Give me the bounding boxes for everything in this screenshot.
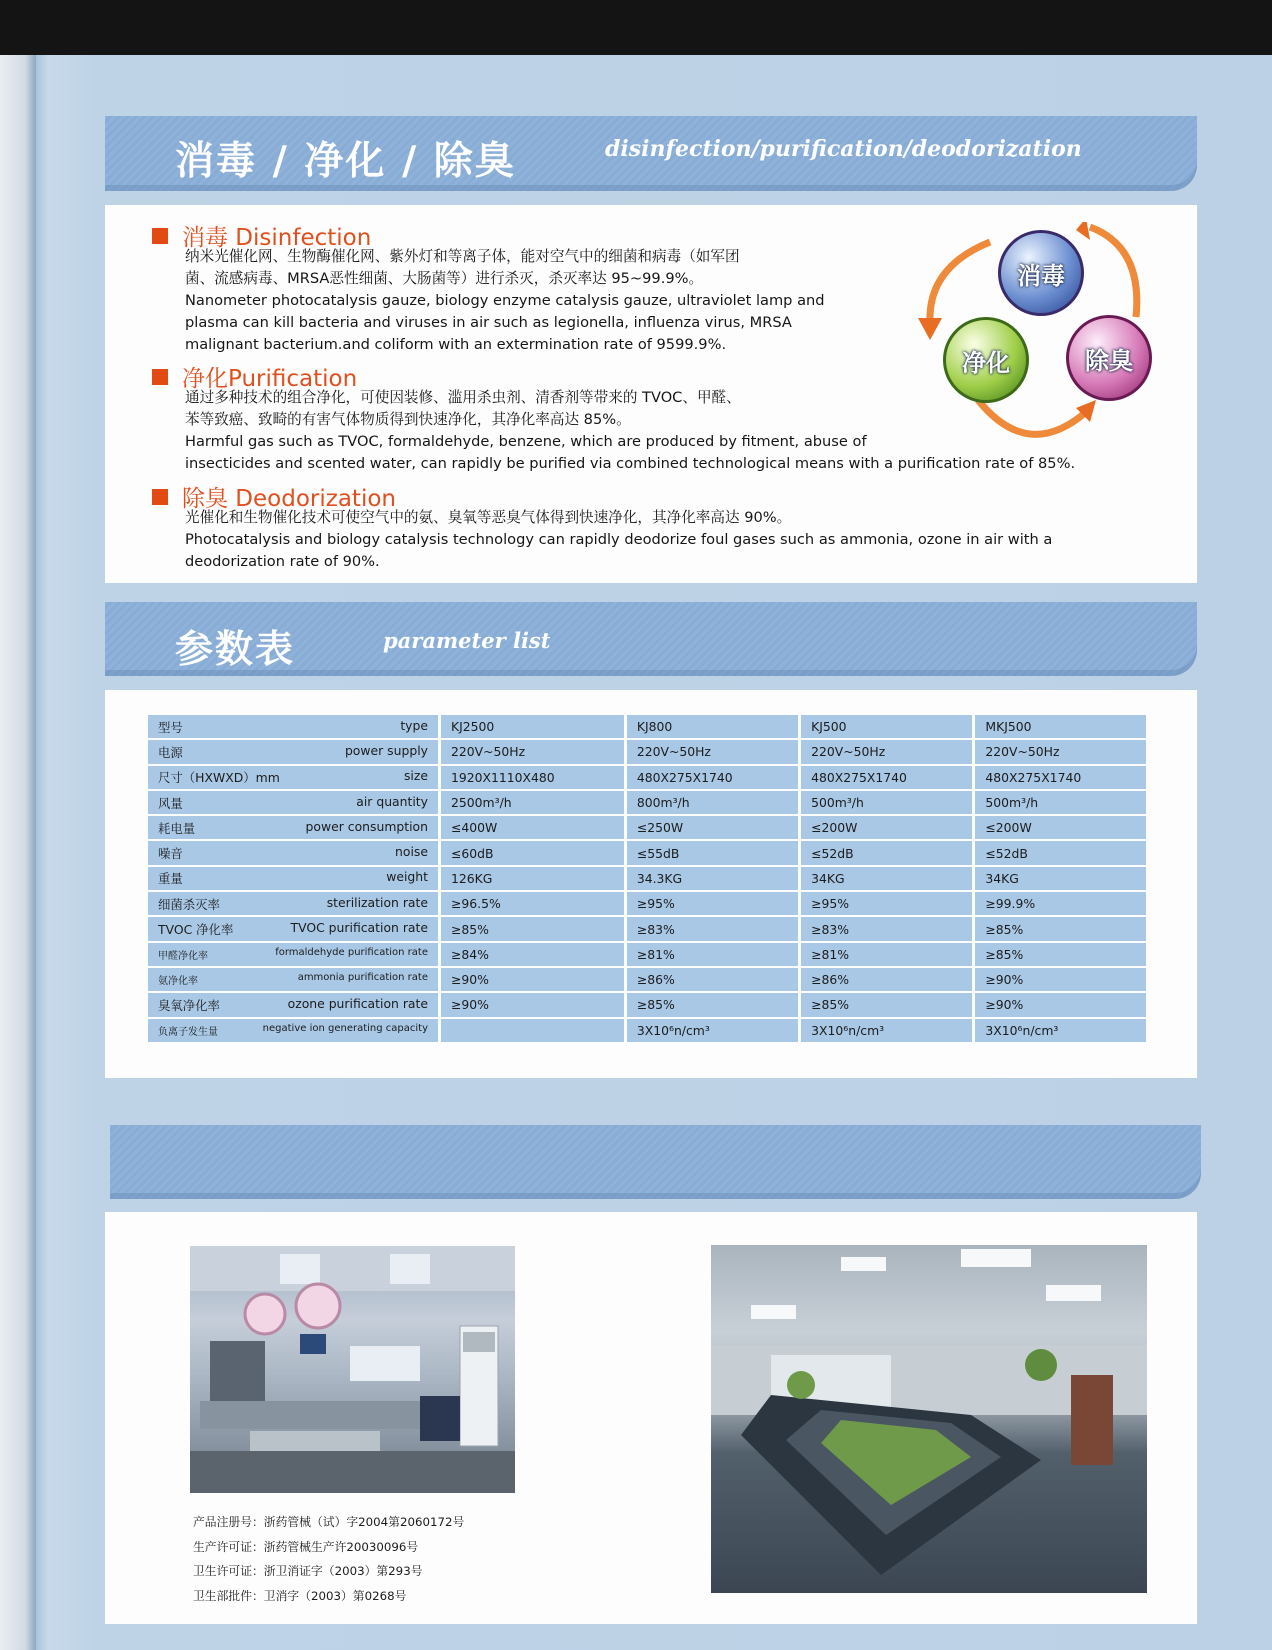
param-value-cell: 220V~50Hz [800, 739, 974, 764]
bullet-square [152, 489, 168, 505]
param-value-cell: 3X10⁶n/cm³ [625, 1018, 799, 1043]
license-line: 生产许可证：浙药管械生产许20030096号 [193, 1539, 419, 1554]
param-label-en: TVOC purification rate [290, 920, 428, 936]
param-label-zh: 型号 [158, 719, 183, 735]
air-purifier-unit [1071, 1375, 1113, 1465]
param-value-cell: ≥81% [800, 942, 974, 967]
param-value-cell: 480X275X1740 [800, 765, 974, 790]
parameter-title-zh: 参数表 [175, 627, 296, 671]
param-value-cell: ≥81% [625, 942, 799, 967]
param-value-cell: KJ2500 [440, 715, 626, 739]
conference-room-photo [711, 1245, 1147, 1593]
surgical-light-icon [296, 1284, 340, 1328]
param-value-cell: ≥85% [974, 942, 1146, 967]
param-value-cell: ≥90% [974, 992, 1146, 1017]
param-value-cell: 500m³/h [974, 790, 1146, 815]
text-line: 纳米光催化网、生物酶催化网、紫外灯和等离子体，能对空气中的细菌和病毒（如军团 [185, 248, 740, 265]
text-line: plasma can kill bacteria and viruses in air such as legionella, influenza virus, MRSA [185, 314, 792, 331]
license-line: 卫生部批件：卫消字（2003）第0268号 [193, 1588, 407, 1603]
param-label-en: size [403, 768, 428, 784]
text-line: deodorization rate of 90%. [185, 553, 380, 570]
param-value-cell: ≥83% [800, 916, 974, 941]
text-line: 光催化和生物催化技术可使空气中的氨、臭氧等恶臭气体得到快速净化，其净化率高达 90%。 [185, 509, 792, 526]
param-label-cell [148, 815, 440, 840]
param-label-zh: TVOC 净化率 [158, 922, 234, 938]
section-heading-purification: 净化Purification [152, 360, 357, 393]
text-line: 菌、流感病毒、MRSA恶性细菌、大肠菌等）进行杀灭，杀灭率达 95~99.9%。 [185, 270, 704, 287]
param-label-zh: 尺寸（HXWXD）mm [158, 770, 280, 786]
param-value-cell: 34.3KG [625, 866, 799, 891]
scan-top-border [0, 0, 1272, 55]
param-value-cell: 480X275X1740 [974, 765, 1146, 790]
param-value-cell: ≥96.5% [440, 891, 626, 916]
table-row [148, 815, 1146, 840]
table-row [148, 891, 1146, 916]
param-value-cell: KJ500 [800, 715, 974, 739]
param-label-en: air quantity [356, 793, 428, 809]
cycle-ball-disinfection: 消毒 [998, 230, 1084, 316]
param-value-cell: KJ800 [625, 715, 799, 739]
text-line: malignant bacterium.and coliform with an extermination rate of 9599.9%. [185, 336, 727, 353]
param-value-cell: ≥85% [974, 916, 1146, 941]
param-value-cell: ≥86% [625, 967, 799, 992]
param-value-cell: ≥90% [440, 967, 626, 992]
param-value-cell: 220V~50Hz [440, 739, 626, 764]
cycle-ball-deodorization: 除臭 [1066, 315, 1152, 401]
license-info [193, 1510, 464, 1608]
param-label-cell [148, 790, 440, 815]
header-title-en: disinfection/purification/deodorization [605, 136, 1082, 162]
param-label-en: ammonia purification rate [297, 972, 428, 984]
table-row [148, 840, 1146, 865]
param-value-cell: ≥95% [800, 891, 974, 916]
param-label-cell [148, 1018, 440, 1043]
table-row [148, 1018, 1146, 1043]
param-value-cell: 500m³/h [800, 790, 974, 815]
param-value-cell: ≤200W [800, 815, 974, 840]
cycle-ball-purification: 净化 [943, 317, 1029, 403]
param-label-zh: 细菌杀灭率 [158, 896, 220, 912]
param-label-cell [148, 992, 440, 1017]
param-value-cell: ≤400W [440, 815, 626, 840]
param-label-en: power supply [344, 742, 428, 758]
bullet-square [152, 228, 168, 244]
deodorization-text [185, 507, 1052, 573]
param-value-cell: 220V~50Hz [625, 739, 799, 764]
disinfection-text [185, 246, 825, 356]
param-value-cell: ≤250W [625, 815, 799, 840]
param-value-cell: 1920X1110X480 [440, 765, 626, 790]
param-label-en: sterilization rate [326, 894, 428, 910]
param-value-cell: 126KG [440, 866, 626, 891]
header-title-zh: 消毒 / 净化 / 除臭 [175, 139, 516, 184]
param-label-zh: 电源 [158, 744, 183, 760]
param-label-zh: 氨净化率 [158, 976, 198, 988]
param-label-cell [148, 840, 440, 865]
text-line: insecticides and scented water, can rapidly be purified via combined technological means with a purification rate of 85%. [185, 455, 1076, 472]
param-value-cell: 480X275X1740 [625, 765, 799, 790]
param-value-cell: 3X10⁶n/cm³ [974, 1018, 1146, 1043]
param-label-en: formaldehyde purification rate [275, 946, 428, 958]
param-value-cell: ≤52dB [974, 840, 1146, 865]
param-value-cell: 2500m³/h [440, 790, 626, 815]
param-value-cell: ≤60dB [440, 840, 626, 865]
table-row [148, 866, 1146, 891]
bullet-square [152, 369, 168, 385]
parameter-header-band [105, 602, 1197, 676]
section-heading-disinfection: 消毒 Disinfection [152, 219, 371, 252]
text-line: Photocatalysis and biology catalysis technology can rapidly deodorize foul gases such as ammonia, ozone in air with a [185, 531, 1053, 548]
param-label-zh: 负离子发生量 [158, 1026, 218, 1038]
license-line: 卫生许可证：浙卫消证字（2003）第293号 [193, 1564, 423, 1578]
table-row [148, 992, 1146, 1017]
param-label-zh: 臭氧净化率 [158, 997, 220, 1013]
param-value-cell: ≥99.9% [974, 891, 1146, 916]
param-label-en: weight [386, 869, 428, 885]
param-value-cell: ≤55dB [625, 840, 799, 865]
table-row [148, 967, 1146, 992]
header-band [105, 116, 1197, 191]
param-label-en: ozone purification rate [287, 995, 428, 1011]
section-heading-deodorization: 除臭 Deodorization [152, 480, 396, 513]
param-label-cell [148, 866, 440, 891]
text-line: 通过多种技术的组合净化，可使因装修、滥用杀虫剂、清香剂等带来的 TVOC、甲醛、 [185, 389, 741, 406]
table-row [148, 916, 1146, 941]
blank-header-band [110, 1125, 1201, 1199]
operating-room-photo [190, 1246, 515, 1493]
param-label-en: negative ion generating capacity [262, 1022, 428, 1034]
param-label-en: type [400, 717, 428, 733]
param-label-cell [148, 916, 440, 941]
param-value-cell: 34KG [974, 866, 1146, 891]
param-value-cell: ≥90% [974, 967, 1146, 992]
license-line: 产品注册号：浙药管械（试）字2004第2060172号 [193, 1515, 465, 1529]
param-label-en: noise [395, 844, 428, 860]
param-value-cell: 3X10⁶n/cm³ [800, 1018, 974, 1043]
page-fold-edge [0, 55, 36, 1650]
param-label-cell [148, 715, 440, 739]
param-value-cell: ≥90% [440, 992, 626, 1017]
param-label-zh: 重量 [158, 871, 183, 887]
param-label-zh: 噪音 [158, 846, 183, 862]
param-label-en: power consumption [305, 818, 428, 834]
param-value-cell: ≥85% [625, 992, 799, 1017]
text-line: 苯等致癌、致畸的有害气体物质得到快速净化，其净化率高达 85%。 [185, 411, 631, 428]
surgical-light-icon [245, 1294, 285, 1334]
param-value-cell: ≤200W [974, 815, 1146, 840]
param-label-zh: 耗电量 [158, 820, 196, 836]
param-value-cell: 220V~50Hz [974, 739, 1146, 764]
table-row [148, 942, 1146, 967]
param-value-cell: MKJ500 [974, 715, 1146, 739]
table-row [148, 715, 1146, 739]
param-value-cell: 34KG [800, 866, 974, 891]
param-label-cell [148, 967, 440, 992]
table-row [148, 765, 1146, 790]
parameter-title-en: parameter list [383, 628, 551, 653]
param-label-zh: 风量 [158, 795, 183, 811]
param-value-cell: ≥85% [440, 916, 626, 941]
table-row [148, 739, 1146, 764]
table-row [148, 790, 1146, 815]
param-label-zh: 甲醛净化率 [158, 950, 208, 962]
param-value-cell: ≥95% [625, 891, 799, 916]
param-value-cell [440, 1018, 626, 1043]
param-value-cell: ≥84% [440, 942, 626, 967]
param-label-cell [148, 891, 440, 916]
param-value-cell: ≥86% [800, 967, 974, 992]
cycle-diagram [918, 222, 1158, 447]
parameter-table [148, 715, 1146, 1044]
param-label-cell [148, 739, 440, 764]
param-value-cell: 800m³/h [625, 790, 799, 815]
param-label-cell [148, 765, 440, 790]
param-value-cell: ≥85% [800, 992, 974, 1017]
text-line: Harmful gas such as TVOC, formaldehyde, benzene, which are produced by fitment, abuse of [185, 433, 867, 450]
param-value-cell: ≥83% [625, 916, 799, 941]
param-label-cell [148, 942, 440, 967]
text-line: Nanometer photocatalysis gauze, biology enzyme catalysis gauze, ultraviolet lamp and [185, 292, 825, 309]
param-value-cell: ≤52dB [800, 840, 974, 865]
